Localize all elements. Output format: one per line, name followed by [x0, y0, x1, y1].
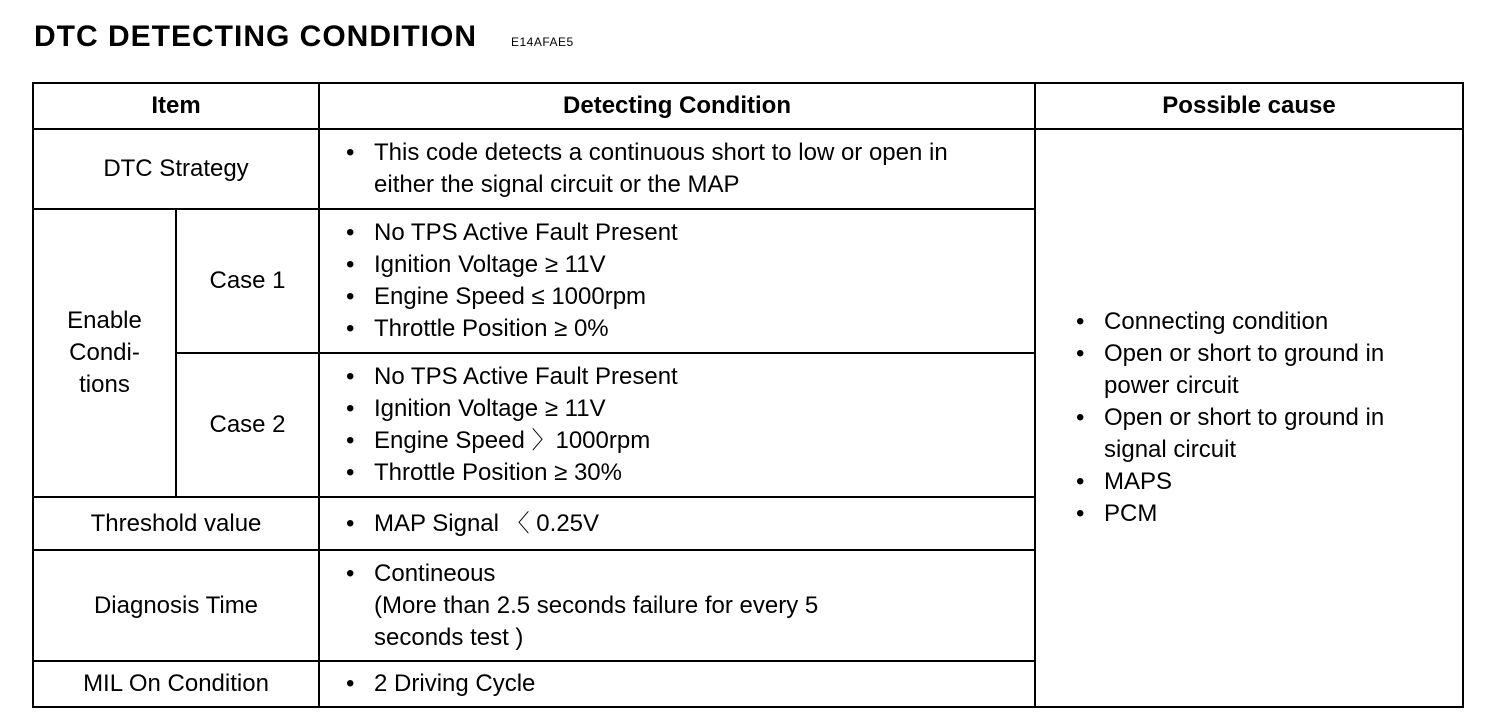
enable-conditions-label: Enable Condi- tions	[33, 209, 176, 497]
strategy-item: • This code detects a continuous short to low or open in either the signal circuit or the MAP	[342, 137, 1034, 201]
strategy-condition	[319, 129, 1035, 209]
case2-condition	[319, 353, 1035, 497]
document-code: E14AFAE5	[511, 35, 574, 49]
diagnosis-label: Diagnosis Time	[33, 550, 319, 661]
case2-label: Case 2	[176, 353, 319, 497]
possible-cause-cell	[1035, 129, 1463, 707]
header-row	[33, 83, 1463, 129]
cause-item: • Connecting condition	[1072, 306, 1462, 338]
case2-item: • Engine Speed 〉1000rpm	[342, 425, 1034, 457]
title-row	[34, 20, 574, 54]
diagnosis-detail: (More than 2.5 seconds failure for every 5 seconds test )	[374, 591, 819, 651]
header-cause: Possible cause	[1035, 83, 1463, 129]
mil-item: • 2 Driving Cycle	[342, 668, 1034, 700]
dtc-condition-table	[32, 82, 1464, 708]
case2-item: • Ignition Voltage ≥ 11V	[342, 393, 1034, 425]
cause-item: • Open or short to ground in signal circuit	[1072, 402, 1404, 466]
case1-item: • Ignition Voltage ≥ 11V	[342, 249, 1034, 281]
mil-label: MIL On Condition	[33, 661, 319, 707]
case1-item: • Throttle Position ≥ 0%	[342, 313, 1034, 345]
case2-item: • No TPS Active Fault Present	[342, 361, 1034, 393]
header-item: Item	[33, 83, 319, 129]
page-title: DTC DETECTING CONDITION	[34, 20, 477, 53]
strategy-row	[33, 129, 1463, 209]
cause-item: • MAPS	[1072, 466, 1462, 498]
case1-item: • No TPS Active Fault Present	[342, 217, 1034, 249]
threshold-item: • MAP Signal 〈 0.25V	[342, 508, 1034, 540]
case2-item: • Throttle Position ≥ 30%	[342, 457, 1034, 489]
threshold-condition	[319, 497, 1035, 550]
mil-condition	[319, 661, 1035, 707]
threshold-label: Threshold value	[33, 497, 319, 550]
cause-item: • Open or short to ground in power circuit	[1072, 338, 1404, 402]
cause-item: • PCM	[1072, 498, 1462, 530]
diagnosis-condition	[319, 550, 1035, 661]
diagnosis-item: • Contineous	[342, 558, 1034, 590]
case1-condition	[319, 209, 1035, 353]
header-condition: Detecting Condition	[319, 83, 1035, 129]
strategy-label: DTC Strategy	[33, 129, 319, 209]
case1-item: • Engine Speed ≤ 1000rpm	[342, 281, 1034, 313]
case1-label: Case 1	[176, 209, 319, 353]
